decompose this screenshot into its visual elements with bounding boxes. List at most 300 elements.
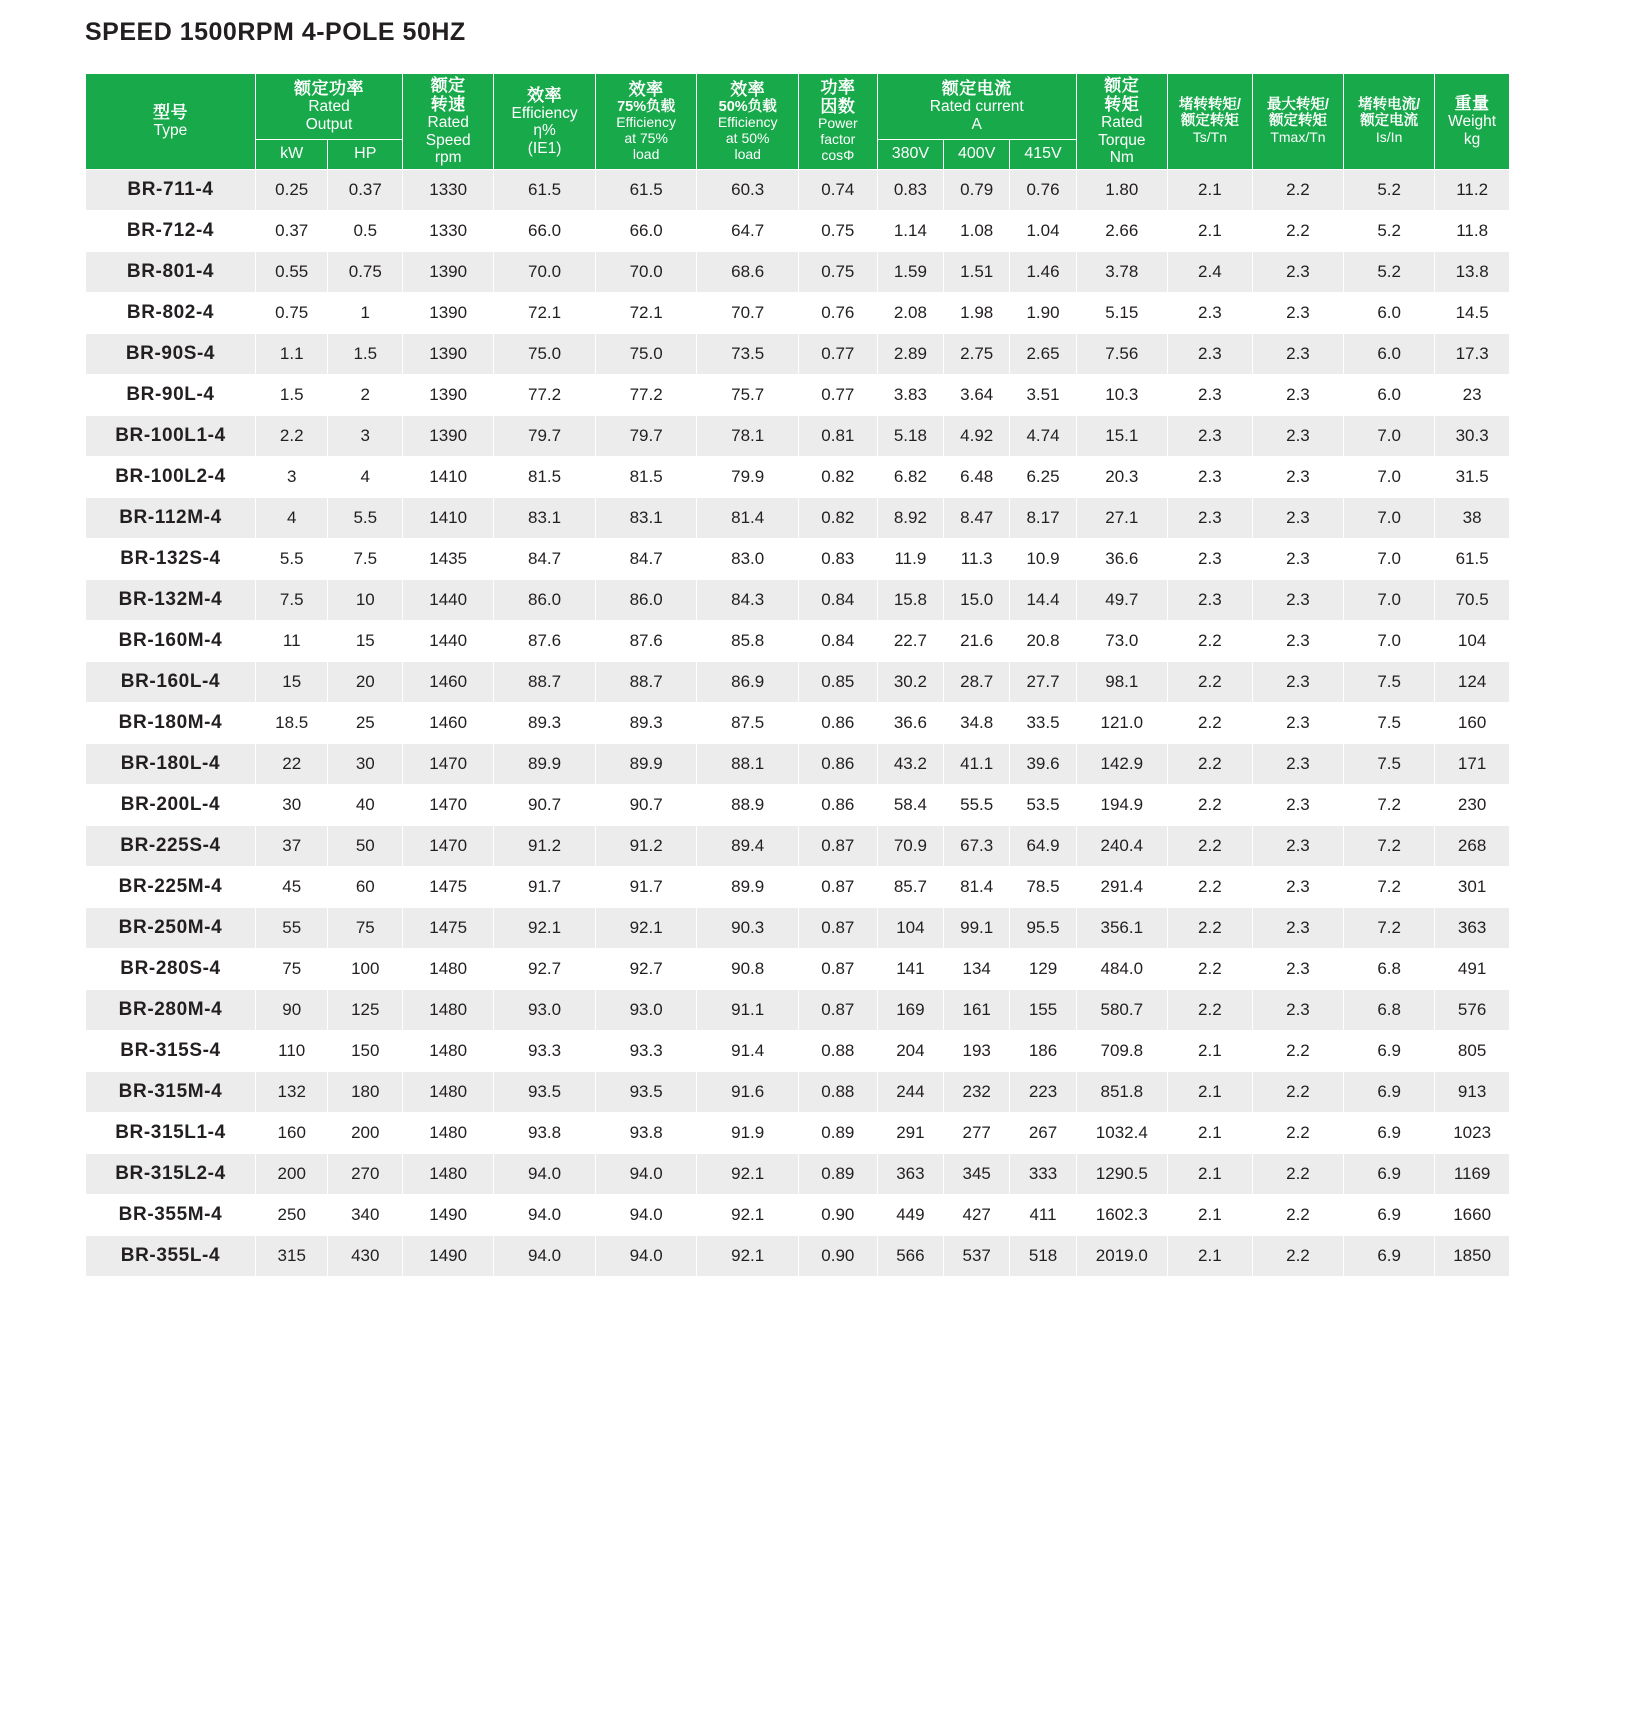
cell-value: 110 (255, 1030, 328, 1071)
cell-value: 61.5 (1435, 538, 1510, 579)
cell-value: 8.47 (944, 497, 1010, 538)
cell-value: 14.5 (1435, 292, 1510, 333)
header-efficiency-en2: η% (533, 122, 556, 140)
cell-value: 2.3 (1167, 538, 1252, 579)
header-rated-torque-en1: Rated (1101, 114, 1143, 132)
cell-value: 291 (877, 1112, 943, 1153)
cell-value: 0.76 (1010, 169, 1076, 210)
cell-value: 89.9 (595, 743, 697, 784)
cell-value: 180 (328, 1071, 403, 1112)
cell-value: 2.1 (1167, 1112, 1252, 1153)
cell-value: 2.3 (1252, 702, 1343, 743)
cell-type: BR-100L1-4 (86, 415, 256, 456)
header-rated-current-en1: Rated current (929, 98, 1024, 116)
cell-value: 7.0 (1344, 620, 1435, 661)
cell-value: 81.4 (697, 497, 799, 538)
cell-value: 2.2 (1167, 743, 1252, 784)
cell-value: 6.9 (1344, 1153, 1435, 1194)
cell-value: 73.0 (1076, 620, 1167, 661)
cell-type: BR-132M-4 (86, 579, 256, 620)
cell-value: 87.6 (595, 620, 697, 661)
header-380v: 380V (877, 139, 943, 169)
cell-value: 93.8 (494, 1112, 596, 1153)
cell-value: 70.7 (697, 292, 799, 333)
cell-type: BR-160M-4 (86, 620, 256, 661)
cell-value: 53.5 (1010, 784, 1076, 825)
cell-value: 0.74 (798, 169, 877, 210)
table-row (86, 169, 1510, 210)
table-head (86, 74, 1510, 170)
cell-value: 2.3 (1252, 497, 1343, 538)
cell-value: 2.2 (1167, 620, 1252, 661)
cell-value: 99.1 (944, 907, 1010, 948)
table-row (86, 661, 1510, 702)
cell-value: 8.17 (1010, 497, 1076, 538)
cell-value: 0.83 (877, 169, 943, 210)
cell-value: 1.90 (1010, 292, 1076, 333)
header-ts-tn-en: Ts/Tn (1192, 128, 1227, 145)
header-rated-speed-en1: Rated (427, 114, 469, 132)
header-efficiency-50-cn2: 50%负载 (718, 98, 777, 115)
header-ts-tn-cn2: 额定转矩 (1180, 113, 1239, 130)
cell-value: 2.1 (1167, 1235, 1252, 1276)
cell-value: 1169 (1435, 1153, 1510, 1194)
cell-value: 6.0 (1344, 292, 1435, 333)
cell-type: BR-160L-4 (86, 661, 256, 702)
cell-value: 2.3 (1252, 907, 1343, 948)
cell-value: 10 (328, 579, 403, 620)
cell-value: 6.9 (1344, 1030, 1435, 1071)
table-row (86, 784, 1510, 825)
cell-value: 95.5 (1010, 907, 1076, 948)
header-type (86, 74, 256, 170)
cell-value: 2.3 (1252, 784, 1343, 825)
cell-value: 3.64 (944, 374, 1010, 415)
cell-value: 91.7 (494, 866, 596, 907)
cell-value: 85.7 (877, 866, 943, 907)
cell-value: 200 (328, 1112, 403, 1153)
cell-value: 125 (328, 989, 403, 1030)
cell-value: 0.87 (798, 907, 877, 948)
cell-value: 1032.4 (1076, 1112, 1167, 1153)
header-type-cn: 型号 (152, 103, 188, 123)
cell-value: 11.3 (944, 538, 1010, 579)
cell-value: 92.1 (595, 907, 697, 948)
cell-value: 2.2 (1252, 1071, 1343, 1112)
header-tmax-tn (1252, 74, 1343, 170)
cell-value: 88.7 (494, 661, 596, 702)
table-row (86, 292, 1510, 333)
cell-value: 356.1 (1076, 907, 1167, 948)
cell-value: 1602.3 (1076, 1194, 1167, 1235)
table-row (86, 702, 1510, 743)
cell-value: 2.2 (1167, 702, 1252, 743)
cell-value: 124 (1435, 661, 1510, 702)
cell-value: 1490 (403, 1235, 494, 1276)
cell-value: 2.3 (1167, 497, 1252, 538)
cell-value: 1 (328, 292, 403, 333)
cell-value: 2.66 (1076, 210, 1167, 251)
cell-value: 17.3 (1435, 333, 1510, 374)
cell-value: 6.25 (1010, 456, 1076, 497)
cell-value: 0.89 (798, 1112, 877, 1153)
cell-value: 142.9 (1076, 743, 1167, 784)
header-rated-current-cn: 额定电流 (941, 79, 1012, 99)
cell-value: 2.1 (1167, 1030, 1252, 1071)
cell-value: 2.89 (877, 333, 943, 374)
cell-value: 30 (328, 743, 403, 784)
cell-value: 491 (1435, 948, 1510, 989)
header-weight (1435, 74, 1510, 170)
cell-value: 1330 (403, 210, 494, 251)
cell-value: 0.37 (328, 169, 403, 210)
cell-value: 4.74 (1010, 415, 1076, 456)
table-row (86, 415, 1510, 456)
cell-value: 2.3 (1252, 333, 1343, 374)
cell-value: 83.1 (595, 497, 697, 538)
header-rated-torque-en3: Nm (1109, 149, 1134, 167)
cell-value: 0.82 (798, 456, 877, 497)
cell-value: 27.1 (1076, 497, 1167, 538)
cell-value: 1.5 (328, 333, 403, 374)
cell-value: 0.84 (798, 579, 877, 620)
table-row (86, 907, 1510, 948)
cell-value: 427 (944, 1194, 1010, 1235)
cell-value: 1390 (403, 333, 494, 374)
cell-value: 66.0 (494, 210, 596, 251)
header-rated-output (255, 74, 402, 140)
header-rated-speed-cn2: 转速 (430, 95, 466, 115)
cell-value: 93.3 (595, 1030, 697, 1071)
cell-value: 94.0 (494, 1153, 596, 1194)
cell-value: 7.0 (1344, 497, 1435, 538)
cell-value: 2.2 (1167, 784, 1252, 825)
header-is-in-cn2: 额定电流 (1360, 113, 1419, 130)
cell-value: 1.59 (877, 251, 943, 292)
cell-value: 75.0 (494, 333, 596, 374)
cell-value: 0.25 (255, 169, 328, 210)
cell-value: 87.5 (697, 702, 799, 743)
table-row (86, 948, 1510, 989)
cell-value: 194.9 (1076, 784, 1167, 825)
cell-value: 1.14 (877, 210, 943, 251)
cell-value: 90.8 (697, 948, 799, 989)
cell-value: 92.7 (595, 948, 697, 989)
cell-value: 340 (328, 1194, 403, 1235)
cell-value: 89.4 (697, 825, 799, 866)
cell-value: 449 (877, 1194, 943, 1235)
cell-value: 1410 (403, 497, 494, 538)
cell-value: 72.1 (494, 292, 596, 333)
cell-value: 0.88 (798, 1071, 877, 1112)
cell-value: 0.75 (328, 251, 403, 292)
cell-type: BR-132S-4 (86, 538, 256, 579)
cell-value: 430 (328, 1235, 403, 1276)
cell-value: 250 (255, 1194, 328, 1235)
cell-value: 0.81 (798, 415, 877, 456)
cell-value: 28.7 (944, 661, 1010, 702)
cell-value: 411 (1010, 1194, 1076, 1235)
cell-value: 88.1 (697, 743, 799, 784)
cell-value: 1470 (403, 743, 494, 784)
cell-value: 70.0 (595, 251, 697, 292)
cell-value: 55 (255, 907, 328, 948)
cell-value: 0.77 (798, 333, 877, 374)
cell-value: 2.2 (1252, 1235, 1343, 1276)
cell-value: 2.3 (1167, 374, 1252, 415)
cell-value: 5.2 (1344, 251, 1435, 292)
cell-value: 1480 (403, 1071, 494, 1112)
header-power-factor-en2: factor (820, 131, 856, 148)
cell-value: 2.2 (1252, 1194, 1343, 1235)
cell-value: 1470 (403, 825, 494, 866)
cell-value: 78.5 (1010, 866, 1076, 907)
header-efficiency-75 (595, 74, 697, 170)
cell-value: 22 (255, 743, 328, 784)
cell-value: 2.3 (1252, 538, 1343, 579)
cell-value: 87.6 (494, 620, 596, 661)
cell-value: 93.0 (494, 989, 596, 1030)
header-rated-current-en2: A (971, 115, 982, 133)
cell-value: 186 (1010, 1030, 1076, 1071)
table-row (86, 1194, 1510, 1235)
cell-value: 34.8 (944, 702, 1010, 743)
cell-type: BR-90L-4 (86, 374, 256, 415)
cell-value: 2.2 (1252, 210, 1343, 251)
cell-value: 1475 (403, 907, 494, 948)
cell-value: 223 (1010, 1071, 1076, 1112)
cell-value: 244 (877, 1071, 943, 1112)
cell-value: 851.8 (1076, 1071, 1167, 1112)
table-body (86, 169, 1510, 1276)
cell-value: 91.2 (494, 825, 596, 866)
motor-spec-table (85, 73, 1510, 1277)
cell-value: 89.3 (494, 702, 596, 743)
header-efficiency-75-en2: at 75% (624, 129, 668, 146)
cell-value: 49.7 (1076, 579, 1167, 620)
cell-value: 129 (1010, 948, 1076, 989)
table-row (86, 620, 1510, 661)
cell-value: 2.75 (944, 333, 1010, 374)
cell-value: 1023 (1435, 1112, 1510, 1153)
cell-value: 5.18 (877, 415, 943, 456)
cell-value: 93.0 (595, 989, 697, 1030)
header-is-in (1344, 74, 1435, 170)
header-rated-torque-en2: Torque (1098, 131, 1146, 149)
cell-value: 1290.5 (1076, 1153, 1167, 1194)
cell-value: 2.2 (255, 415, 328, 456)
cell-value: 0.86 (798, 702, 877, 743)
cell-value: 6.9 (1344, 1112, 1435, 1153)
cell-value: 204 (877, 1030, 943, 1071)
header-400v: 400V (944, 139, 1010, 169)
cell-value: 7.5 (1344, 702, 1435, 743)
cell-value: 36.6 (877, 702, 943, 743)
header-hp: HP (328, 139, 403, 169)
cell-value: 7.2 (1344, 825, 1435, 866)
cell-value: 83.0 (697, 538, 799, 579)
cell-value: 2.1 (1167, 210, 1252, 251)
table-row (86, 743, 1510, 784)
cell-value: 55.5 (944, 784, 1010, 825)
table-row (86, 1235, 1510, 1276)
cell-value: 92.1 (494, 907, 596, 948)
header-rated-output-en2: Output (305, 115, 353, 133)
cell-value: 7.0 (1344, 538, 1435, 579)
cell-value: 91.7 (595, 866, 697, 907)
header-is-in-cn1: 堵转电流/ (1358, 97, 1421, 114)
cell-value: 11.9 (877, 538, 943, 579)
cell-value: 13.8 (1435, 251, 1510, 292)
cell-value: 1410 (403, 456, 494, 497)
cell-value: 169 (877, 989, 943, 1030)
header-ts-tn (1167, 74, 1252, 170)
cell-value: 7.5 (255, 579, 328, 620)
cell-value: 1.46 (1010, 251, 1076, 292)
cell-value: 2 (328, 374, 403, 415)
cell-value: 200 (255, 1153, 328, 1194)
cell-type: BR-802-4 (86, 292, 256, 333)
cell-value: 2.2 (1167, 989, 1252, 1030)
cell-value: 77.2 (595, 374, 697, 415)
table-row (86, 251, 1510, 292)
cell-value: 1490 (403, 1194, 494, 1235)
cell-value: 15.1 (1076, 415, 1167, 456)
cell-value: 94.0 (494, 1235, 596, 1276)
header-rated-speed-en2: Speed (425, 131, 471, 149)
cell-value: 2.3 (1167, 415, 1252, 456)
cell-value: 1480 (403, 948, 494, 989)
cell-value: 484.0 (1076, 948, 1167, 989)
cell-value: 79.7 (595, 415, 697, 456)
cell-value: 0.76 (798, 292, 877, 333)
cell-value: 84.7 (494, 538, 596, 579)
cell-value: 67.3 (944, 825, 1010, 866)
cell-value: 0.82 (798, 497, 877, 538)
cell-value: 5.2 (1344, 169, 1435, 210)
cell-value: 1390 (403, 415, 494, 456)
cell-type: BR-225S-4 (86, 825, 256, 866)
header-rated-torque-cn2: 转矩 (1104, 95, 1140, 115)
cell-value: 92.1 (697, 1235, 799, 1276)
cell-value: 7.0 (1344, 579, 1435, 620)
cell-type: BR-280S-4 (86, 948, 256, 989)
header-efficiency-50 (697, 74, 799, 170)
cell-value: 2.2 (1167, 948, 1252, 989)
cell-type: BR-180L-4 (86, 743, 256, 784)
cell-type: BR-315M-4 (86, 1071, 256, 1112)
cell-value: 2.3 (1167, 579, 1252, 620)
cell-value: 4.92 (944, 415, 1010, 456)
cell-value: 0.5 (328, 210, 403, 251)
cell-value: 104 (877, 907, 943, 948)
cell-value: 27.7 (1010, 661, 1076, 702)
cell-type: BR-315L2-4 (86, 1153, 256, 1194)
cell-value: 6.48 (944, 456, 1010, 497)
header-tmax-tn-en: Tmax/Tn (1270, 128, 1326, 145)
cell-value: 150 (328, 1030, 403, 1071)
cell-value: 0.75 (255, 292, 328, 333)
cell-value: 91.1 (697, 989, 799, 1030)
cell-value: 81.5 (494, 456, 596, 497)
header-rated-speed-en3: rpm (434, 149, 462, 167)
cell-type: BR-100L2-4 (86, 456, 256, 497)
cell-value: 11 (255, 620, 328, 661)
cell-value: 7.0 (1344, 415, 1435, 456)
table-row (86, 1071, 1510, 1112)
cell-value: 6.82 (877, 456, 943, 497)
cell-value: 2.1 (1167, 169, 1252, 210)
cell-value: 1460 (403, 702, 494, 743)
cell-value: 2.3 (1252, 251, 1343, 292)
cell-value: 5.5 (255, 538, 328, 579)
header-efficiency-75-en3: load (632, 145, 660, 162)
cell-value: 230 (1435, 784, 1510, 825)
header-rated-torque-cn1: 额定 (1104, 76, 1140, 95)
cell-value: 2.2 (1252, 1112, 1343, 1153)
cell-value: 90.7 (494, 784, 596, 825)
cell-value: 60.3 (697, 169, 799, 210)
cell-value: 0.88 (798, 1030, 877, 1071)
cell-value: 15.0 (944, 579, 1010, 620)
cell-value: 2.1 (1167, 1071, 1252, 1112)
cell-value: 72.1 (595, 292, 697, 333)
cell-value: 1.51 (944, 251, 1010, 292)
header-ts-tn-cn1: 堵转转矩/ (1178, 97, 1241, 114)
cell-value: 2.2 (1167, 661, 1252, 702)
cell-value: 89.9 (494, 743, 596, 784)
cell-value: 75.7 (697, 374, 799, 415)
cell-value: 2.2 (1167, 907, 1252, 948)
cell-value: 6.9 (1344, 1235, 1435, 1276)
cell-value: 79.9 (697, 456, 799, 497)
cell-type: BR-315L1-4 (86, 1112, 256, 1153)
cell-value: 2019.0 (1076, 1235, 1167, 1276)
cell-value: 518 (1010, 1235, 1076, 1276)
cell-value: 1470 (403, 784, 494, 825)
header-kw: kW (255, 139, 328, 169)
cell-value: 2.2 (1252, 169, 1343, 210)
header-efficiency-en1: Efficiency (511, 104, 578, 122)
cell-value: 5.5 (328, 497, 403, 538)
cell-value: 363 (1435, 907, 1510, 948)
cell-value: 2.4 (1167, 251, 1252, 292)
cell-value: 11.8 (1435, 210, 1510, 251)
cell-value: 580.7 (1076, 989, 1167, 1030)
header-rated-speed-cn1: 额定 (430, 76, 466, 95)
cell-type: BR-712-4 (86, 210, 256, 251)
cell-value: 2.65 (1010, 333, 1076, 374)
cell-value: 6.0 (1344, 333, 1435, 374)
header-efficiency-50-en3: load (734, 145, 761, 162)
cell-value: 2.2 (1167, 866, 1252, 907)
cell-value: 21.6 (944, 620, 1010, 661)
cell-type: BR-355L-4 (86, 1235, 256, 1276)
cell-value: 1.04 (1010, 210, 1076, 251)
table-row (86, 210, 1510, 251)
cell-value: 0.89 (798, 1153, 877, 1194)
cell-value: 92.7 (494, 948, 596, 989)
cell-value: 61.5 (494, 169, 596, 210)
header-efficiency-50-cn: 效率 (730, 79, 766, 99)
cell-value: 0.87 (798, 866, 877, 907)
cell-value: 0.75 (798, 251, 877, 292)
header-efficiency-50-en2: at 50% (725, 129, 770, 146)
cell-value: 0.86 (798, 784, 877, 825)
cell-value: 2.08 (877, 292, 943, 333)
cell-value: 0.86 (798, 743, 877, 784)
cell-value: 6.8 (1344, 948, 1435, 989)
